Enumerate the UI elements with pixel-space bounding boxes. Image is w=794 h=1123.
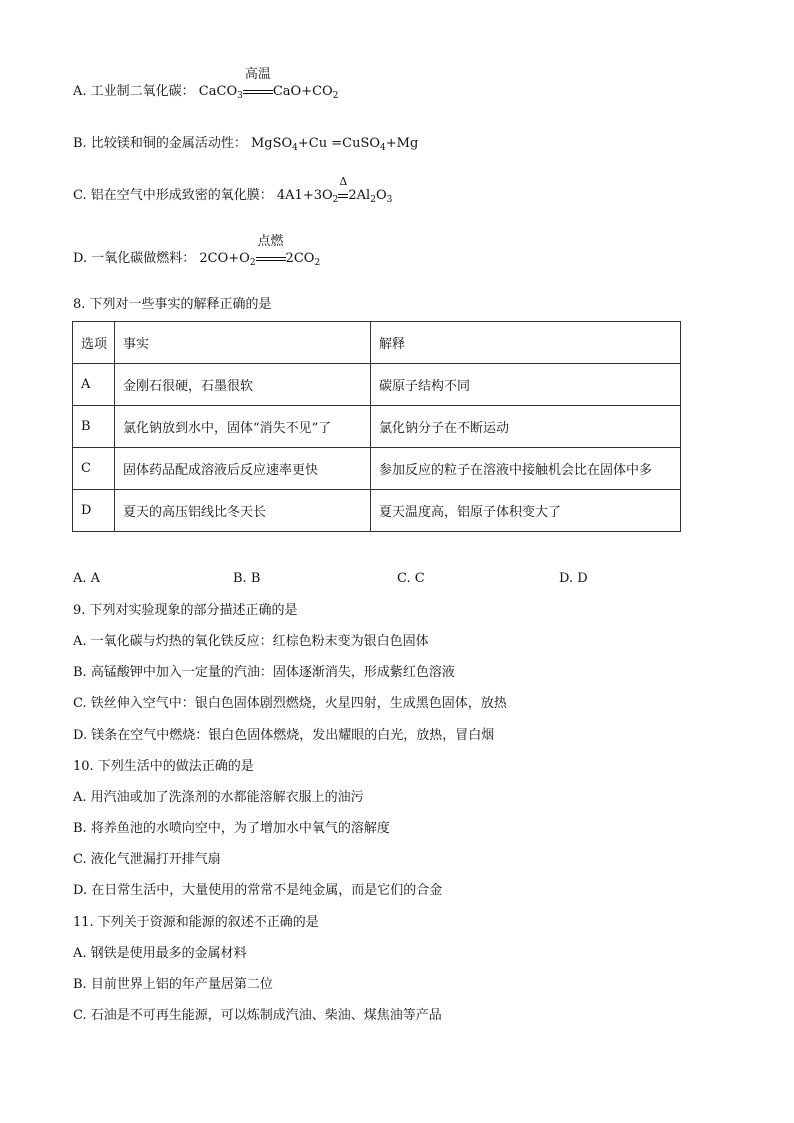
q7-option-c-label: C. 铝在空气中形成致密的氧化膜： <box>73 188 273 203</box>
q11-option-a: A. 钢铁是使用最多的金属材料 <box>73 946 247 961</box>
reaction-condition: 高温 <box>244 67 271 82</box>
q7-option-c-equation: $4A1+3O_2$ Δ $2Al_2O_3$ <box>276 175 393 205</box>
q10-option-c: C. 液化气泄漏打开排气扇 <box>73 852 221 867</box>
q10-question: 10. 下列生活中的做法正确的是 <box>73 759 254 774</box>
q11-question: 11. 下列关于资源和能源的叙述不正确的是 <box>73 915 319 930</box>
q9-option-b: B. 高锰酸钾中加入一定量的汽油：固体逐渐消失，形成紫红色溶液 <box>73 665 455 680</box>
table-cell: 固体药品配成溶液后反应速率更快 <box>115 448 371 490</box>
table-header-row <box>73 322 681 364</box>
table-row <box>73 448 681 490</box>
q9-option-a: A. 一氧化碳与灼热的氧化铁反应：红棕色粉末变为银白色固体 <box>73 634 429 649</box>
q11-option-b: B. 目前世界上铝的年产量居第二位 <box>73 977 273 992</box>
q8-choice-d: D. D <box>559 571 588 586</box>
q10-option-b: B. 将养鱼池的水喷向空中，为了增加水中氧气的溶解度 <box>73 821 390 836</box>
q8-choice-c: C. C <box>397 571 425 586</box>
q7-option-a-equation: CaCO$_3$ 高温 $CaO+CO_2$ <box>198 67 339 101</box>
table-cell: C <box>73 448 115 490</box>
q8-choice-a: A. A <box>73 571 101 586</box>
table-cell: 金刚石很硬，石墨很软 <box>115 364 371 406</box>
q9-option-d: D. 镁条在空气中燃烧：银白色固体燃烧，发出耀眼的白光，放热，冒白烟 <box>73 728 495 743</box>
table-cell: 参加反应的粒子在溶液中接触机会比在固体中多 <box>371 448 681 490</box>
table-header-cell: 解释 <box>371 322 681 364</box>
q7-option-c <box>73 175 393 205</box>
table-header-cell: 选项 <box>73 322 115 364</box>
q7-option-b-equation: MgSO$_4$+Cu =CuSO$_4$+Mg <box>250 136 419 153</box>
q10-option-a: A. 用汽油或加了洗涤剂的水都能溶解衣服上的油污 <box>73 790 364 805</box>
q9-question: 9. 下列对实验现象的部分描述正确的是 <box>73 603 298 618</box>
table-cell: 碳原子结构不同 <box>371 364 681 406</box>
q11-option-c: C. 石油是不可再生能源，可以炼制成汽油、柴油、煤焦油等产品 <box>73 1008 442 1023</box>
q8-question: 8. 下列对一些事实的解释正确的是 <box>73 297 272 312</box>
table-cell: 夏天温度高，铝原子体积变大了 <box>371 490 681 532</box>
q10-option-d: D. 在日常生活中，大量使用的常常不是纯金属，而是它们的合金 <box>73 883 443 898</box>
table-cell: 氯化钠放到水中，固体“消失不见”了 <box>115 406 371 448</box>
q7-option-d-equation: $2CO+O_2$ 点燃 $2CO_2$ <box>199 234 321 268</box>
q7-option-a <box>73 67 339 101</box>
q8-facts-table <box>72 321 681 532</box>
table-cell: 夏天的高压铝线比冬天长 <box>115 490 371 532</box>
q7-option-b <box>73 136 418 152</box>
q8-choice-b: B. B <box>233 571 261 586</box>
table-row <box>73 364 681 406</box>
reaction-condition: 点燃 <box>257 234 284 249</box>
q9-option-c: C. 铁丝伸入空气中：银白色固体剧烈燃烧，火星四射，生成黑色固体，放热 <box>73 696 507 711</box>
table-cell: D <box>73 490 115 532</box>
table-cell: A <box>73 364 115 406</box>
reaction-condition: Δ <box>339 175 348 188</box>
q7-option-d-label: D. 一氧化碳做燃料： <box>73 251 196 266</box>
q7-option-b-label: B. 比较镁和铜的金属活动性： <box>73 136 247 151</box>
q7-option-a-label: A. 工业制二氧化碳： <box>73 84 195 99</box>
table-cell: B <box>73 406 115 448</box>
table-row <box>73 406 681 448</box>
q7-option-d <box>73 234 321 268</box>
table-row <box>73 490 681 532</box>
table-cell: 氯化钠分子在不断运动 <box>371 406 681 448</box>
table-header-cell: 事实 <box>115 322 371 364</box>
